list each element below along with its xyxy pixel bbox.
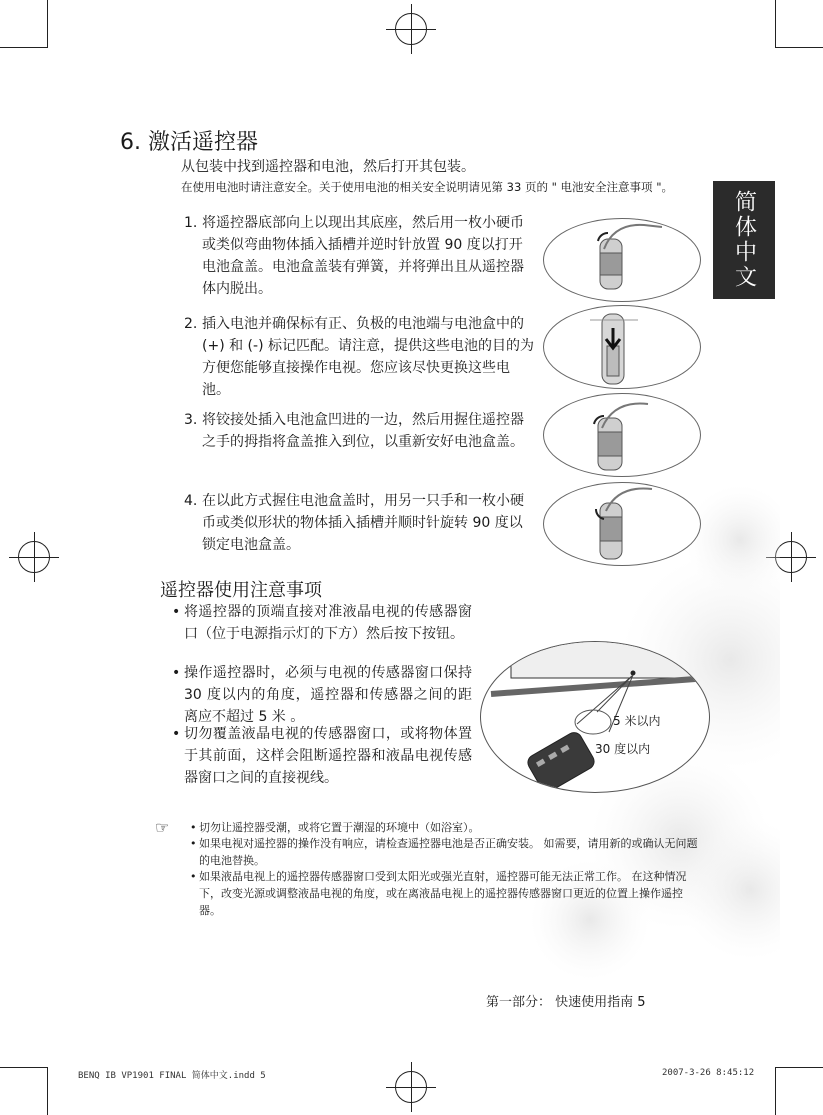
usage-bullet-text: 操作遥控器时，必须与电视的传感器窗口保持 30 度以内的角度，遥控器和传感器之间的距离应不超过 5 米 。 [184, 665, 472, 725]
step-number: 3. [184, 412, 198, 428]
registration-mark [395, 13, 427, 45]
step-4-illustration [543, 482, 701, 566]
language-tab-label: 简体中文 [731, 190, 757, 290]
usage-bullet-1 [172, 601, 472, 645]
remote-coin-open-icon [544, 219, 700, 301]
section-intro: 从包装中找到遥控器和电池，然后打开其包装。 [181, 159, 475, 175]
registration-mark [395, 1071, 427, 1103]
pointing-hand-icon: ☞ [155, 818, 170, 837]
usage-bullet-3 [172, 723, 472, 789]
step-2-illustration [543, 305, 701, 389]
step-text: 将铰接处插入电池盒凹进的一边，然后用握住遥控器之手的拇指将盒盖推入到位，以重新安好电池盒盖。 [202, 412, 524, 450]
step-3 [184, 409, 534, 453]
step-number: 4. [184, 493, 198, 509]
step-text: 在以此方式握住电池盒盖时，用另一只手和一枚小硬币或类似形状的物体插入插槽并顺时针旋转 90 度以锁定电池盒盖。 [202, 493, 524, 553]
crop-mark [0, 47, 48, 48]
crop-mark [775, 47, 823, 48]
tv-sensor-icon [481, 642, 709, 792]
step-text: 将遥控器底部向上以现出其底座，然后用一枚小硬币或类似弯曲物体插入插槽并逆时针放置 90 度以打开电池盒盖。电池盒盖装有弹簧，并将弹出且从遥控器体内脱出。 [202, 215, 524, 297]
tv-sensor-figure [480, 641, 710, 793]
bullet-dot: • [172, 726, 181, 742]
step-4 [184, 490, 534, 556]
hint-text: 如果电视对遥控器的操作没有响应，请检查遥控器电池是否正确安装。 如需要，请用新的或确认无问题的电池替换。 [199, 837, 698, 867]
hint-text: 切勿让遥控器受潮，或将它置于潮湿的环境中（如浴室）。 [199, 821, 480, 834]
usage-bullet-text: 切勿覆盖液晶电视的传感器窗口，或将物体置于其前面，这样会阻断遥控器和液晶电视传感器窗口之间的直接视线。 [184, 726, 472, 786]
battery-insert-icon [544, 306, 700, 388]
bullet-dot: • [190, 870, 197, 883]
step-text: 插入电池并确保标有正、负极的电池端与电池盒中的 (+) 和 (-) 标记匹配。请注意，提供这些电池的目的为方便您能够直接操作电视。您应该尽快更换这些电池。 [202, 316, 534, 398]
step-3-illustration [543, 393, 701, 477]
slug-timestamp: 2007-3-26 8:45:12 [662, 1068, 755, 1078]
bullet-dot: • [172, 604, 181, 620]
page-footer: 第一部分： 快速使用指南 5 [486, 995, 646, 1010]
step-2 [184, 313, 534, 401]
bullet-dot: • [190, 821, 197, 834]
angle-label: 30 度以内 [595, 742, 651, 756]
usage-bullet-text: 将遥控器的顶端直接对准液晶电视的传感器窗口（位于电源指示灯的下方）然后按下按钮。 [184, 604, 472, 642]
crop-mark [47, 1067, 48, 1115]
hint-1 [190, 819, 700, 836]
step-1-illustration [543, 218, 701, 302]
crop-mark [775, 0, 776, 48]
step-1 [184, 212, 534, 300]
step-number: 2. [184, 316, 198, 332]
distance-label: 5 米以内 [613, 714, 661, 728]
language-tab [713, 181, 775, 299]
crop-mark [775, 1067, 776, 1115]
hint-text: 如果液晶电视上的遥控器传感器窗口受到太阳光或强光直射，遥控器可能无法正常工作。 在这种情况下，改变光源或调整液晶电视的角度，或在离液晶电视上的遥控器传感器窗口更近的位置上操作遥控器。 [199, 870, 687, 917]
step-number: 1. [184, 215, 198, 231]
slug-file-info: BENQ IB VP1901 FINAL 简体中文.indd 5 [78, 1071, 266, 1081]
usage-title: 遥控器使用注意事项 [160, 580, 322, 601]
bullet-dot: • [190, 837, 197, 850]
bullet-dot: • [172, 665, 181, 681]
hint-2 [190, 835, 700, 869]
cover-close-icon [544, 394, 700, 476]
battery-safety-note: 在使用电池时请注意安全。关于使用电池的相关安全说明请见第 33 页的 " 电池安全注意事项 "。 [181, 180, 673, 194]
coin-lock-icon [544, 483, 700, 565]
registration-mark [18, 541, 50, 573]
section-title: 6. 激活遥控器 [120, 130, 258, 155]
crop-mark [47, 0, 48, 48]
crop-mark [775, 1067, 823, 1068]
hint-3 [190, 868, 700, 919]
usage-bullet-2 [172, 662, 472, 728]
crop-mark [0, 1067, 48, 1068]
